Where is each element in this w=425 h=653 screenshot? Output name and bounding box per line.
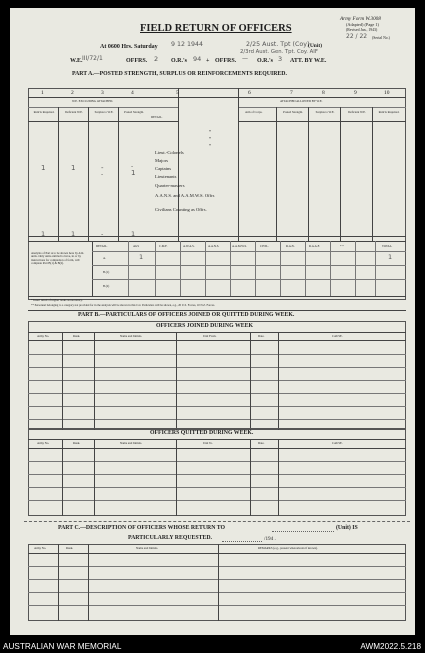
- at-date: 9 12 1944: [171, 41, 204, 48]
- rank-label: Lieut.-Colonels: [155, 150, 184, 155]
- part-a-table: [28, 88, 406, 300]
- col-header: Deficient W.E.: [348, 110, 366, 114]
- joined-header: CAUSE.: [332, 334, 343, 338]
- col-header: Rein'ts Required.: [378, 110, 400, 114]
- joined-header: Name and Initials.: [120, 334, 143, 338]
- analysis-header: DETAIL.: [96, 244, 108, 248]
- analysis-header: C.M.F.: [159, 244, 168, 248]
- col-header: Deficient W.E.: [65, 110, 83, 114]
- joined-title: OFFICERS JOINED DURING WEEK: [156, 323, 254, 329]
- rank-label: Civilians Counting as Offrs.: [155, 207, 207, 212]
- part-c-requested: PARTICULARLY REQUESTED.: [128, 535, 212, 541]
- part-c-header: Army No.: [34, 546, 47, 550]
- col-number: 2: [71, 90, 74, 96]
- quitted-table: [28, 428, 406, 516]
- col-header: Posted Strength.: [124, 110, 144, 114]
- col-number: 4: [131, 90, 134, 96]
- analysis-header: A.A.N.S.: [208, 244, 220, 248]
- revised-label: (Revised Jan., 1943): [346, 28, 378, 32]
- analysis-total-value: 1: [388, 253, 393, 261]
- ors-label: O.R.'s: [171, 58, 188, 64]
- quitted-header: Name and Initials.: [120, 441, 143, 445]
- offrs-label: OFFRS.: [126, 58, 148, 64]
- we-label: W.E.: [70, 58, 83, 64]
- plus-sign: +: [206, 58, 210, 64]
- col-header: Rein'ts Required.: [33, 110, 55, 114]
- quitted-header: Date.: [258, 441, 265, 445]
- att-by-we-label: ATT. BY W.E.: [290, 58, 327, 64]
- quitted-header: Unit To.: [203, 441, 213, 445]
- part-a-title: PART A.—POSTED STRENGTH, SURPLUS OR REINFORCEMENTS REQUIRED.: [72, 71, 287, 77]
- rank-label: Majors: [155, 158, 169, 163]
- serial-number: 22 / 22: [346, 33, 368, 40]
- joined-header: Unit From.: [203, 334, 217, 338]
- joined-header: Date.: [258, 334, 265, 338]
- document-sheet: FIELD RETURN OF OFFICERS Army Form W.3008 (Adapted) (Page 1) (Revised Jan., 1943) 22 / 22 (Serial No.) At 0600 Hrs. Saturday 9 12 1944 2/25 Aust. Tpt (Coy) (Unit) W.E. III/72/1 OFFRS. 2 O.R.'s 94 + OFFRS. — O.R.'s 3 ATT. BY W.E. 2/3rd Aust. Gen. Tpt. Coy. AIF PART A.—POSTED STRENGTH, SURPLUS OR REINFORCEMENTS REQUIRED. 1 2 3 4 5 6 7 8 9 10 W.E. EXCLUDING ATTACHED. ATTACHED ALLOWED BY W.E. Rein'ts Required. Deficient W.E. Surplus to W.E. Posted Strength. DETAIL. Arm of Corps. Posted Strength. Surplus to W.E. Deficient W.E. Rein'ts Required. * * * Lieut.-Colonels Majors Captains Lieutenants Quarter-masters A.A.N.S. and A.A.M.W.S. Offrs Civilians Counting as Offrs. 1 1 - 1 - - 1 1 - 1 Analysis of Part A to be shown here by ALL units. Only units entitled to have, in or by instructions for completion of form, will complete Part B(1) & B(2). DETAIL. AGS C.M.F. A.W.A.S. A.A.N.S. A.A.M.W.S. CIVIL. R.A.N. R.A.A.F. * * TOTAL. A. B.(1) B.(2) 1 1 * Insert detail of higher ranks as necessary. ** Personnel belonging to a category not provided for in the analysis will be shown in this Col. Particulars will be shown, e.g., 20 U.S. Forces, 10 N.Z. Forces. PART B.—PARTICULARS OF OFFICERS JOINED OR QUITTED DURING WEEK. OFFICERS JOINED DURING WEEK Army No. Rank. Name and Initials. Unit From. Date. CAUSE. OFFICERS QUITTED DURING WEEK. Army No. Rank. Name and Initials. Unit To. Date. CAUSE. PART C.—DESCRIPTION OF OFFICERS WHOSE RETURN TO (Unit) IS PARTICULARLY REQUESTED. /194 . Army No. Rank. Name and Initials. REMARKS (e.g., present whereabouts if known).: [10, 8, 415, 635]
- att-handwritten: 2/3rd Aust. Gen. Tpt. Coy. AIF: [240, 49, 318, 55]
- rank-label: Lieutenants: [155, 174, 177, 179]
- col-header: Posted Strength.: [283, 110, 303, 114]
- col-number: 10: [384, 90, 390, 96]
- part-c-header: REMARKS (e.g., present whereabouts if known).: [258, 546, 318, 550]
- part-b-title: PART B.—PARTICULARS OF OFFICERS JOINED OR QUITTED DURING WEEK.: [78, 312, 295, 318]
- col-number: 5: [176, 90, 179, 96]
- we-value: III/72/1: [82, 55, 103, 62]
- part-c-title: PART C.—DESCRIPTION OF OFFICERS WHOSE RETURN TO: [58, 525, 226, 531]
- total-reints-required: 1: [41, 230, 46, 238]
- serial-label: (Serial No.): [372, 36, 390, 40]
- footer-accession-number: AWM2022.5.218: [360, 642, 421, 651]
- col-number: 9: [354, 90, 357, 96]
- analysis-row-label: A.: [103, 256, 106, 260]
- part-c-header: Name and Initials.: [136, 546, 159, 550]
- analysis-header: * *: [340, 244, 344, 248]
- offrs2-value: —: [242, 55, 248, 62]
- ors2-value: 3: [278, 55, 283, 63]
- col-header: Arm of Corps.: [245, 110, 263, 114]
- footer-institution: AUSTRALIAN WAR MEMORIAL: [3, 642, 122, 651]
- analysis-row-label: B.(2): [103, 284, 110, 288]
- rank-label: Captains: [155, 166, 172, 171]
- col-header-detail: DETAIL.: [151, 115, 163, 119]
- lieutenants-surplus: -: [101, 164, 104, 172]
- quitted-header: Army No.: [37, 441, 50, 445]
- col-number: 1: [41, 90, 44, 96]
- we-excluding-attached-header: W.E. EXCLUDING ATTACHED.: [72, 99, 114, 103]
- archive-footer: [0, 641, 425, 653]
- analysis-header: CIVIL.: [260, 244, 269, 248]
- footnote-1: * Insert detail of higher ranks as necessary.: [31, 298, 83, 302]
- total-surplus: -: [101, 230, 104, 238]
- unit-handwritten: 2/25 Aust. Tpt (Coy): [246, 41, 310, 48]
- quitted-header: Rank.: [73, 441, 81, 445]
- lieutenants-deficient: 1: [71, 164, 76, 172]
- rank-label: Quarter-masters: [155, 183, 185, 188]
- analysis-header: R.A.A.F.: [309, 244, 320, 248]
- joined-header: Rank.: [73, 334, 81, 338]
- analysis-header: A.A.M.W.S.: [232, 244, 247, 248]
- form-title: FIELD RETURN OF OFFICERS: [140, 23, 292, 34]
- total-posted: 1: [131, 230, 136, 238]
- rank-label: A.A.N.S. and A.A.M.W.S. Offrs: [155, 193, 215, 198]
- joined-table: [28, 321, 406, 430]
- at-time-label: At 0600 Hrs. Saturday: [100, 44, 158, 50]
- col-number: 8: [322, 90, 325, 96]
- total-deficient: 1: [71, 230, 76, 238]
- adapted-label: (Adapted) (Page 1): [346, 22, 379, 27]
- ors-value: 94: [193, 55, 202, 63]
- analysis-header: AGS: [133, 244, 140, 248]
- analysis-header: TOTAL.: [382, 244, 393, 248]
- analysis-header: R.A.N.: [286, 244, 295, 248]
- col-number: 3: [101, 90, 104, 96]
- army-form-number: Army Form W.3008: [340, 16, 381, 22]
- analysis-ags-value: 1: [139, 253, 144, 261]
- quitted-title: OFFICERS QUITTED DURING WEEK.: [150, 430, 254, 436]
- col-header: Surplus to W.E.: [94, 110, 114, 114]
- analysis-row-label: B.(1): [103, 270, 110, 274]
- lieutenants-reints-required: 1: [41, 164, 46, 172]
- analysis-header: A.W.A.S.: [183, 244, 195, 248]
- part-c-header: Rank.: [66, 546, 74, 550]
- col-number: 6: [248, 90, 251, 96]
- part-c-unit-is: (Unit) IS: [336, 525, 358, 531]
- col-header: Surplus to W.E.: [315, 110, 335, 114]
- joined-header: Army No.: [37, 334, 50, 338]
- part-c-table: [28, 544, 406, 621]
- footnote-2: ** Personnel belonging to a category not provided for in the analysis will be shown in this Col. Particulars will be shown, e.g., 20 U.S. Forces, 10 N.Z. Forces.: [31, 303, 215, 307]
- attached-allowed-header: ATTACHED ALLOWED BY W.E.: [280, 99, 323, 103]
- part-c-date: /194 .: [264, 536, 276, 542]
- unit-label: (Unit): [308, 43, 323, 49]
- analysis-note: Analysis of Part A to be shown here by ALL units. Only units entitled to have, in or by instructions for completion of form, will complete Part B(1) & B(2).: [31, 251, 85, 266]
- col-number: 7: [290, 90, 293, 96]
- offrs-value: 2: [154, 55, 159, 63]
- quitted-header: CAUSE.: [332, 441, 343, 445]
- offrs2-label: OFFRS.: [215, 58, 237, 64]
- lieutenants-posted: 1: [131, 169, 136, 177]
